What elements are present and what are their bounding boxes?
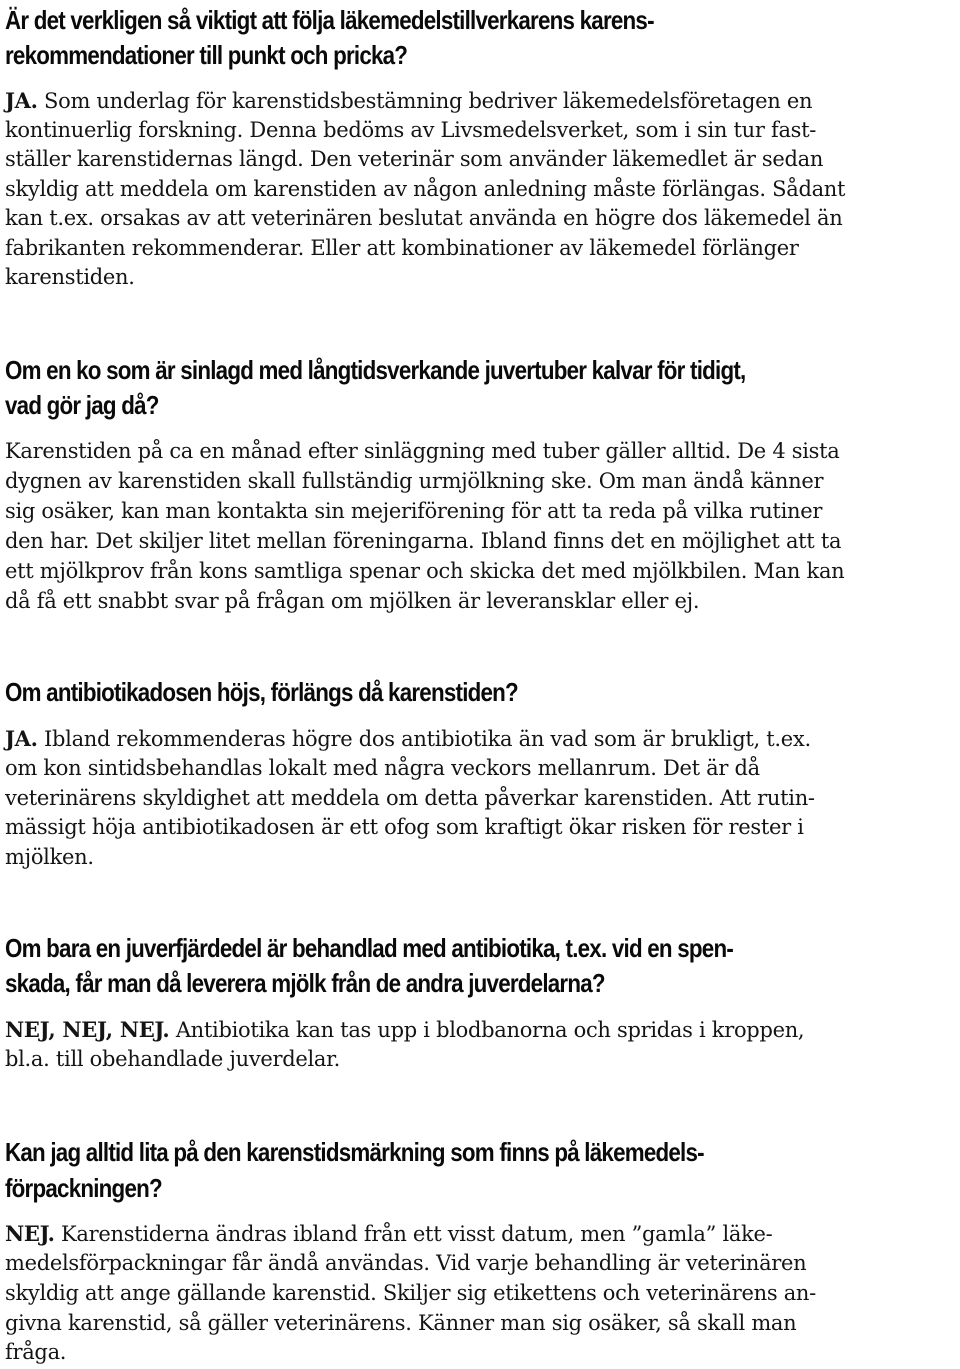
answer-text: Antibiotika kan tas upp i blodbanorna och spridas i kroppen, [169, 1018, 805, 1042]
answer-3-line-1 [5, 726, 811, 751]
question-3-line-1: Om antibiotikadosen höjs, förlängs då karenstiden? [5, 677, 518, 707]
answer-1-line-7: karenstiden. [5, 265, 135, 289]
answer-2-line-3: sig osäker, kan man kontakta sin mejeriförening för att ta reda på vilka rutiner [5, 499, 823, 523]
answer-2-line-2: dygnen av karenstiden skall fullständig urmjölkning ske. Om man ändå känner [5, 469, 824, 493]
question-1-line-2: rekommendationer till punkt och pricka? [5, 40, 408, 70]
answer-text: Som underlag för karenstidsbestämning bedriver läkemedelsföretagen en [37, 89, 813, 113]
answer-text: Ibland rekommenderas högre dos antibiotika än vad som är brukligt, t.ex. [37, 727, 811, 751]
answer-3-line-2: om kon sintidsbehandlas lokalt med några veckors mellanrum. Det är då [5, 756, 760, 780]
answer-1-line-3: ställer karenstidernas längd. Den veterinär som använder läkemedlet är sedan [5, 147, 824, 171]
question-5-line-1: Kan jag alltid lita på den karenstidsmärkning som finns på läkemedels- [5, 1137, 704, 1167]
answer-1-line-6: fabrikanten rekommenderar. Eller att kombinationer av läkemedel förlänger [5, 236, 799, 260]
answer-text: Karenstiderna ändras ibland från ett visst datum, men ”gamla” läke- [54, 1222, 773, 1246]
question-1-line-1: Är det verkligen så viktigt att följa läkemedelstillverkarens karens- [5, 5, 654, 35]
answer-1-line-2: kontinuerlig forskning. Denna bedöms av Livsmedelsverket, som i sin tur fast- [5, 118, 817, 142]
answer-5-line-4: givna karenstid, så gäller veterinärens. Känner man sig osäker, så skall man [5, 1311, 797, 1335]
answer-5-line-3: skyldig att ange gällande karenstid. Skiljer sig etikettens och veterinärens an- [5, 1281, 816, 1305]
answer-3-line-5: mjölken. [5, 845, 94, 869]
answer-3-line-4: mässigt höja antibiotikadosen är ett ofog som kraftigt ökar risken för rester i [5, 815, 804, 839]
answer-3-line-3: veterinärens skyldighet att meddela om detta påverkar karenstiden. Att rutin- [5, 786, 815, 810]
answer-lead: NEJ, NEJ, NEJ. [5, 1017, 170, 1042]
answer-lead: JA. [5, 726, 38, 751]
question-4-line-1: Om bara en juverfjärdedel är behandlad med antibiotika, t.ex. vid en spen- [5, 933, 734, 963]
answer-2-line-5: ett mjölkprov från kons samtliga spenar och skicka det med mjölkbilen. Man kan [5, 559, 845, 583]
answer-1-line-5: kan t.ex. orsakas av att veterinären beslutat använda en högre dos läkemedel än [5, 206, 843, 230]
answer-lead: JA. [5, 88, 38, 113]
answer-2-line-1: Karenstiden på ca en månad efter sinläggning med tuber gäller alltid. De 4 sista [5, 439, 840, 463]
answer-4-line-2: bl.a. till obehandlade juverdelar. [5, 1047, 340, 1071]
answer-1-line-4: skyldig att meddela om karenstiden av någon anledning måste förlängas. Sådant [5, 177, 846, 201]
question-2-line-1: Om en ko som är sinlagd med långtidsverkande juvertuber kalvar för tidigt, [5, 355, 746, 385]
answer-5-line-1 [5, 1221, 772, 1246]
answer-1-line-1 [5, 88, 812, 113]
question-5-line-2: förpackningen? [5, 1173, 162, 1203]
answer-4-line-1 [5, 1017, 804, 1042]
answer-lead: NEJ. [5, 1221, 55, 1246]
answer-2-line-6: då få ett snabbt svar på frågan om mjölken är leveransklar eller ej. [5, 589, 700, 613]
answer-5-line-2: medelsförpackningar får ändå användas. Vid varje behandling är veterinären [5, 1251, 807, 1275]
question-2-line-2: vad gör jag då? [5, 390, 159, 420]
answer-5-line-5: fråga. [5, 1340, 67, 1364]
question-4-line-2: skada, får man då leverera mjölk från de andra juverdelarna? [5, 968, 605, 998]
answer-2-line-4: den har. Det skiljer litet mellan föreningarna. Ibland finns det en möjlighet att ta [5, 529, 842, 553]
